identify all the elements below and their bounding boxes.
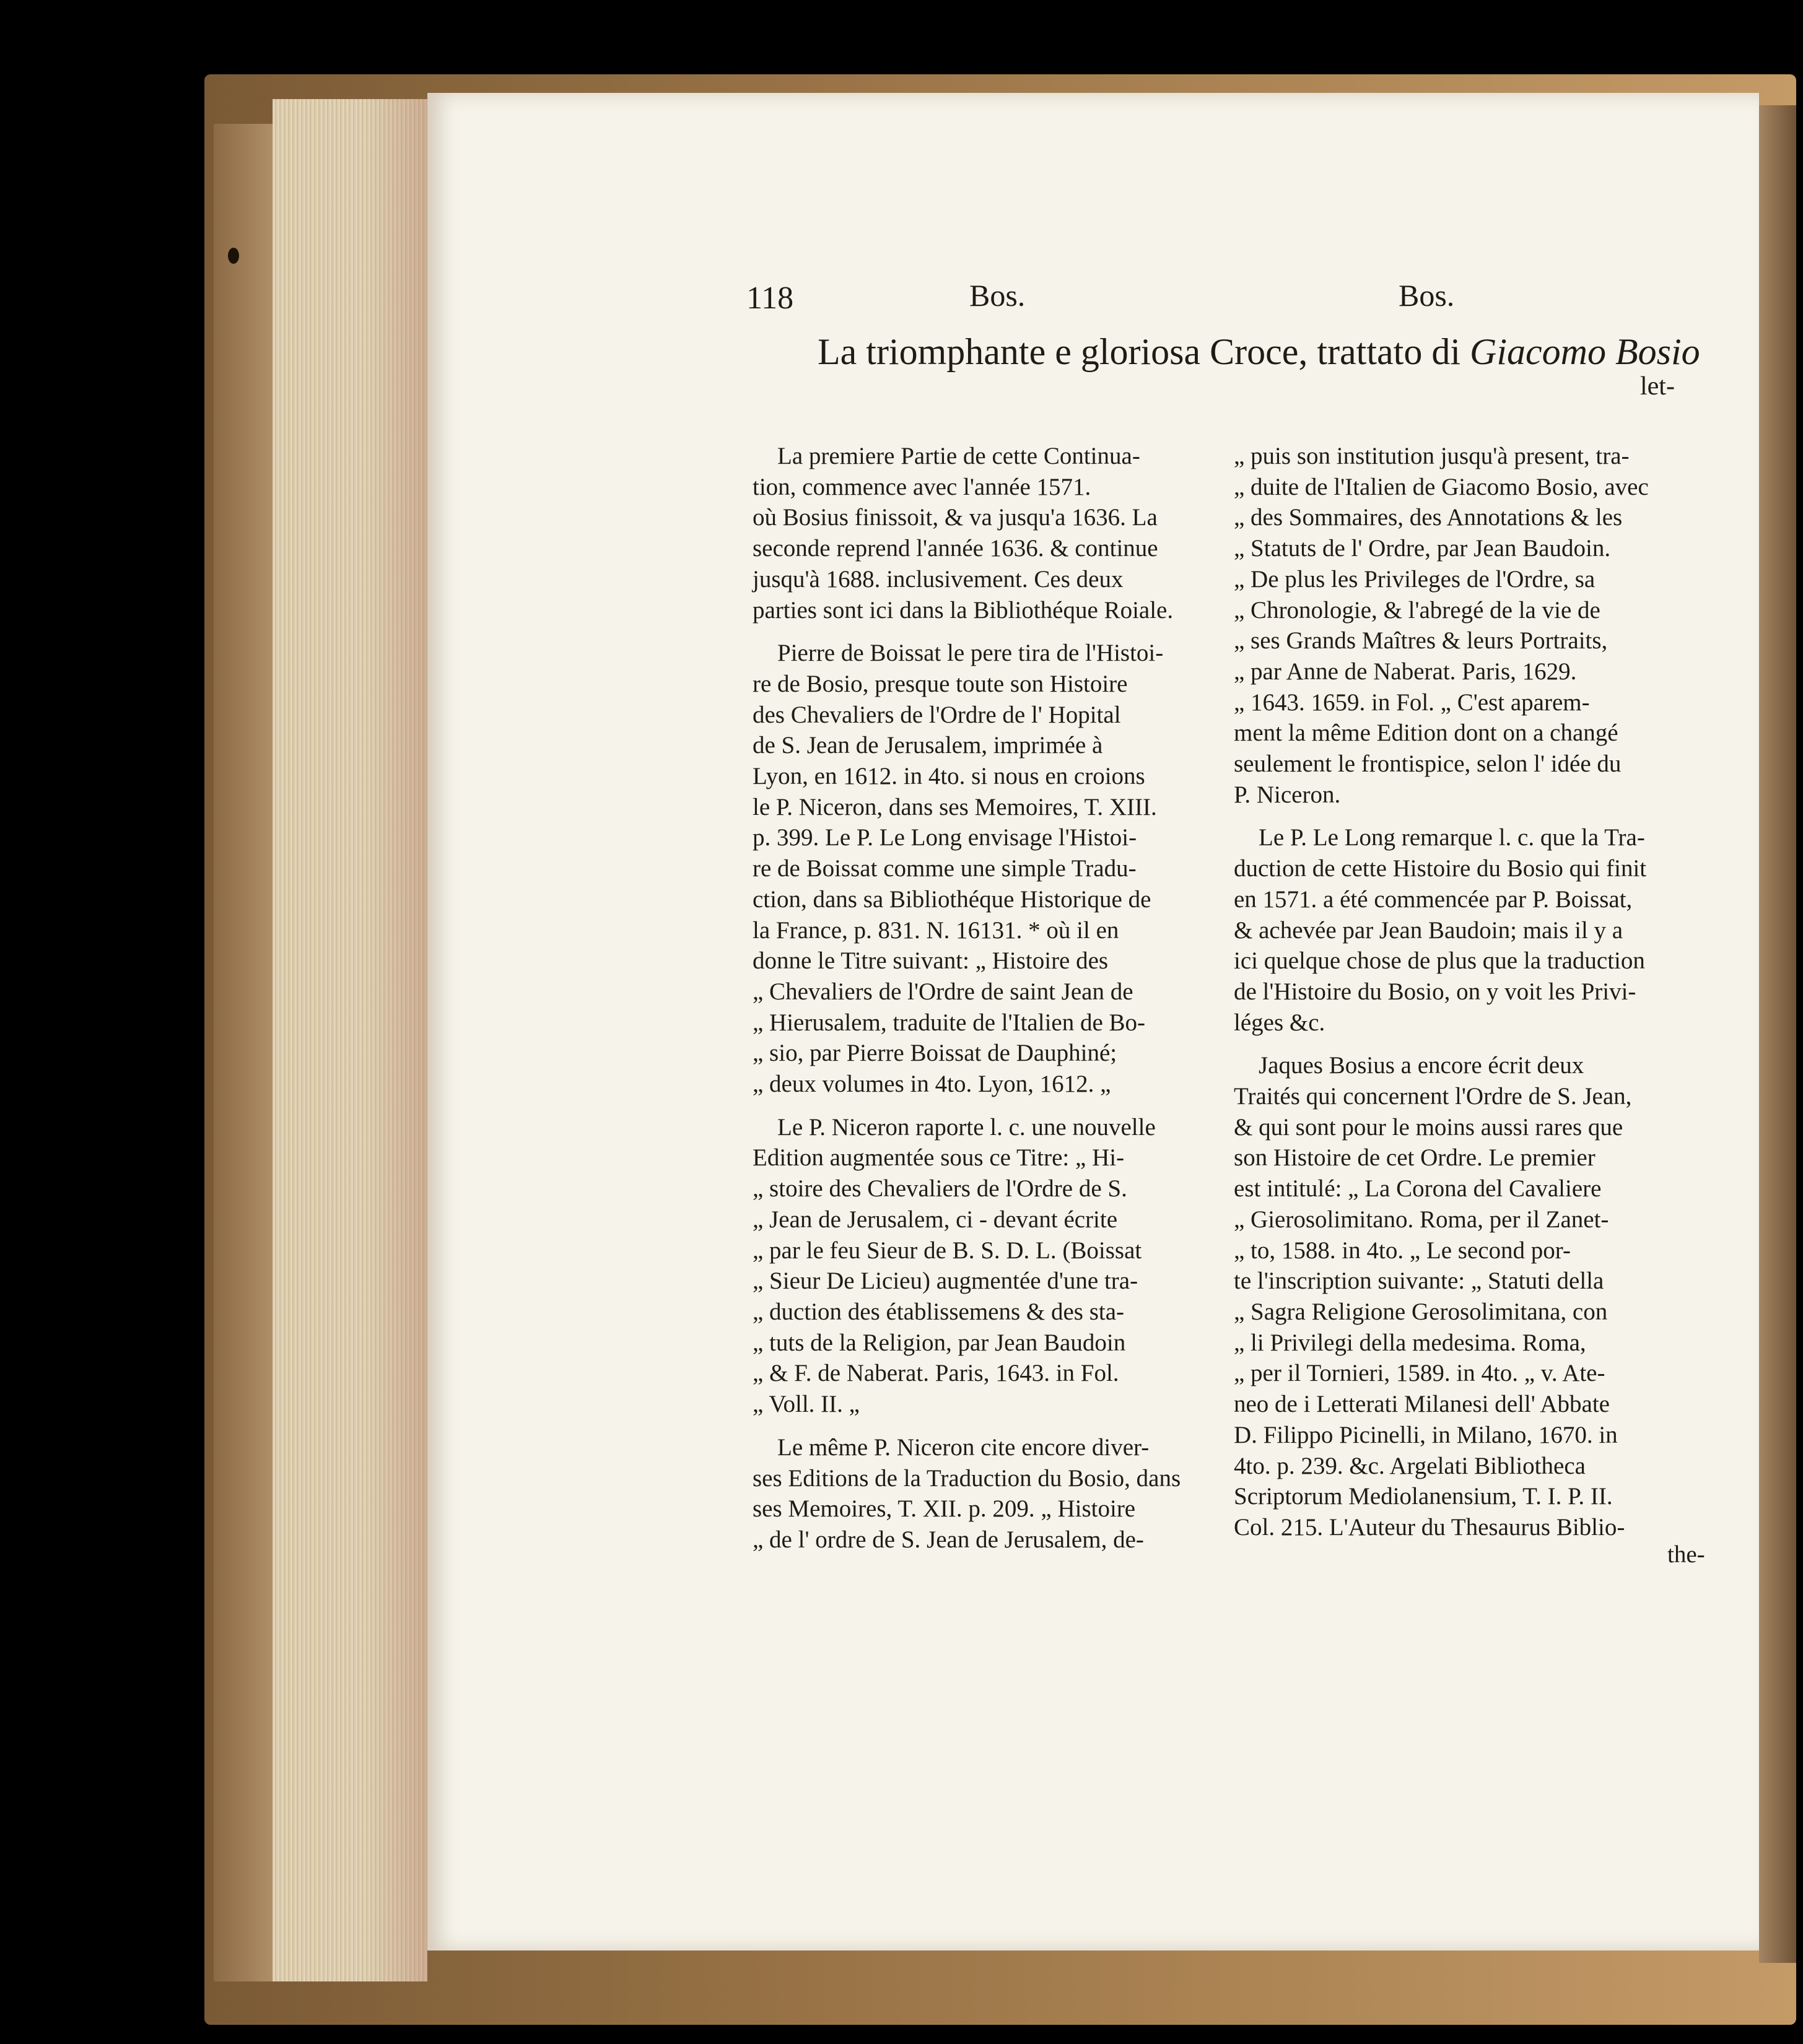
text-line: „ Hierusalem, traduite de l'Italien de Bo- — [753, 1009, 1146, 1036]
text-line: Le même P. Niceron cite encore diver- — [777, 1433, 1150, 1461]
text-line: jusqu'à 1688. inclusivement. Ces deux — [753, 565, 1124, 593]
text-line: de l'Histoire du Bosio, on y voit les Privi- — [1234, 978, 1636, 1005]
title-continuation: let- — [1640, 372, 1675, 401]
text-line: & qui sont pour le moins aussi rares que — [1234, 1113, 1623, 1141]
text-line: p. 399. Le P. Le Long envisage l'Histoi- — [753, 824, 1137, 851]
text-line: où Bosius finissoit, & va jusqu'a 1636. La — [753, 504, 1158, 531]
text-line: & achevée par Jean Baudoin; mais il y a — [1234, 916, 1623, 944]
page-number: 118 — [746, 281, 794, 316]
text-line: des Chevaliers de l'Ordre de l' Hopital — [753, 701, 1121, 728]
text-line: Col. 215. L'Auteur du Thesaurus Biblio- — [1234, 1513, 1625, 1541]
text-line: „ & F. de Naberat. Paris, 1643. in Fol. — [753, 1360, 1119, 1387]
text-line: „ par Anne de Naberat. Paris, 1629. — [1234, 658, 1577, 685]
text-line: D. Filippo Picinelli, in Milano, 1670. in — [1234, 1421, 1618, 1448]
text-line: ses Editions de la Traduction du Bosio, dans — [753, 1464, 1181, 1492]
text-line: „ Statuts de l' Ordre, par Jean Baudoin. — [1234, 535, 1611, 562]
text-line: Edition augmentée sous ce Titre: „ Hi- — [753, 1144, 1125, 1172]
title-author: Giacomo Bosio — [1470, 331, 1700, 372]
text-line: re de Boissat comme une simple Tradu- — [753, 855, 1137, 882]
book-board — [214, 124, 276, 1981]
page-edges — [273, 99, 427, 1981]
text-line: léges &c. — [1234, 1009, 1325, 1036]
catchword: the- — [1667, 1541, 1705, 1568]
binding-hole — [228, 248, 239, 264]
title-text: La triomphante e gloriosa Croce, trattato di — [818, 331, 1470, 372]
text-line: seconde reprend l'année 1636. & continue — [753, 535, 1158, 562]
text-line: „ Chronologie, & l'abregé de la vie de — [1234, 596, 1600, 624]
text-line: donne le Titre suivant: „ Histoire des — [753, 947, 1109, 975]
text-line: Pierre de Boissat le pere tira de l'Histoi- — [777, 640, 1164, 667]
text-line: ment la même Edition dont on a changé — [1234, 720, 1618, 747]
text-line: Lyon, en 1612. in 4to. si nous en croions — [753, 763, 1145, 790]
text-line: la France, p. 831. N. 16131. * où il en — [753, 916, 1119, 944]
text-line: „ De plus les Privileges de l'Ordre, sa — [1234, 565, 1596, 593]
column-left — [753, 441, 1213, 1555]
text-line: seulement le frontispice, selon l' idée du — [1234, 750, 1622, 778]
text-line: „ Voll. II. „ — [753, 1391, 860, 1418]
text-line: ction, dans sa Bibliothéque Historique de — [753, 885, 1151, 913]
text-line: son Histoire de cet Ordre. Le premier — [1234, 1144, 1596, 1172]
text-line: de S. Jean de Jerusalem, imprimée à — [753, 732, 1103, 759]
text-line: P. Niceron. — [1234, 781, 1341, 808]
facing-page-edge — [1759, 105, 1796, 1963]
text-line: „ to, 1588. in 4to. „ Le second por- — [1234, 1237, 1571, 1264]
text-line: Jaques Bosius a encore écrit deux — [1259, 1052, 1584, 1079]
column-right — [1234, 441, 1694, 1543]
text-line: „ deux volumes in 4to. Lyon, 1612. „ — [753, 1071, 1111, 1098]
text-line: „ per il Tornieri, 1589. in 4to. „ v. Ate- — [1234, 1360, 1605, 1387]
text-line: en 1571. a été commencée par P. Boissat, — [1234, 885, 1633, 913]
text-line: Scriptorum Mediolanensium, T. I. P. II. — [1234, 1483, 1613, 1510]
text-line: „ 1643. 1659. in Fol. „ C'est aparem- — [1234, 689, 1590, 716]
text-line: „ par le feu Sieur de B. S. D. L. (Boissat — [753, 1237, 1142, 1264]
text-line: „ duction des établissemens & des sta- — [753, 1298, 1125, 1325]
text-line: „ des Sommaires, des Annotations & les — [1234, 504, 1623, 531]
text-line: le P. Niceron, dans ses Memoires, T. XIII. — [753, 793, 1157, 820]
text-line: re de Bosio, presque toute son Histoire — [753, 670, 1128, 697]
running-head-right: Bos. — [1399, 278, 1455, 313]
text-line: La premiere Partie de cette Continua- — [777, 443, 1140, 469]
text-line: „ Sagra Religione Gerosolimitana, con — [1234, 1298, 1608, 1325]
text-line: 4to. p. 239. &c. Argelati Bibliotheca — [1234, 1452, 1586, 1479]
text-line: „ Chevaliers de l'Ordre de saint Jean de — [753, 978, 1133, 1005]
text-line: est intitulé: „ La Corona del Cavaliere — [1234, 1175, 1602, 1202]
text-line: „ ses Grands Maîtres & leurs Portraits, — [1234, 627, 1608, 655]
text-line: ici quelque chose de plus que la traduction — [1234, 947, 1645, 975]
text-line: „ Sieur De Licieu) augmentée d'une tra- — [753, 1268, 1138, 1295]
text-line: Le P. Niceron raporte l. c. une nouvelle — [777, 1113, 1156, 1141]
text-line: „ de l' ordre de S. Jean de Jerusalem, de- — [753, 1526, 1144, 1553]
text-line: „ stoire des Chevaliers de l'Ordre de S. — [753, 1175, 1127, 1202]
text-line: „ Jean de Jerusalem, ci - devant écrite — [753, 1206, 1118, 1233]
text-line: neo de i Letterati Milanesi dell' Abbate — [1234, 1391, 1610, 1418]
text-line: ses Memoires, T. XII. p. 209. „ Histoire — [753, 1495, 1136, 1523]
text-line: „ sio, par Pierre Boissat de Dauphiné; — [753, 1040, 1117, 1067]
text-line: „ Gierosolimitano. Roma, per il Zanet- — [1234, 1206, 1609, 1233]
entry-title — [818, 331, 1700, 373]
text-line: te l'inscription suivante: „ Statuti della — [1234, 1268, 1604, 1295]
text-line: tion, commence avec l'année 1571. — [753, 473, 1091, 500]
text-line: „ li Privilegi della medesima. Roma, — [1234, 1329, 1586, 1356]
running-head-left: Bos. — [969, 278, 1026, 313]
text-line: „ tuts de la Religion, par Jean Baudoin — [753, 1329, 1126, 1356]
text-line: Le P. Le Long remarque l. c. que la Tra- — [1259, 824, 1645, 851]
text-line: parties sont ici dans la Bibliothéque Roiale. — [753, 596, 1174, 624]
text-line: „ duite de l'Italien de Giacomo Bosio, avec — [1234, 473, 1649, 500]
text-line: „ puis son institution jusqu'à present, tra- — [1234, 443, 1630, 469]
text-line: Traités qui concernent l'Ordre de S. Jean, — [1234, 1083, 1632, 1110]
text-line: duction de cette Histoire du Bosio qui finit — [1234, 855, 1647, 882]
